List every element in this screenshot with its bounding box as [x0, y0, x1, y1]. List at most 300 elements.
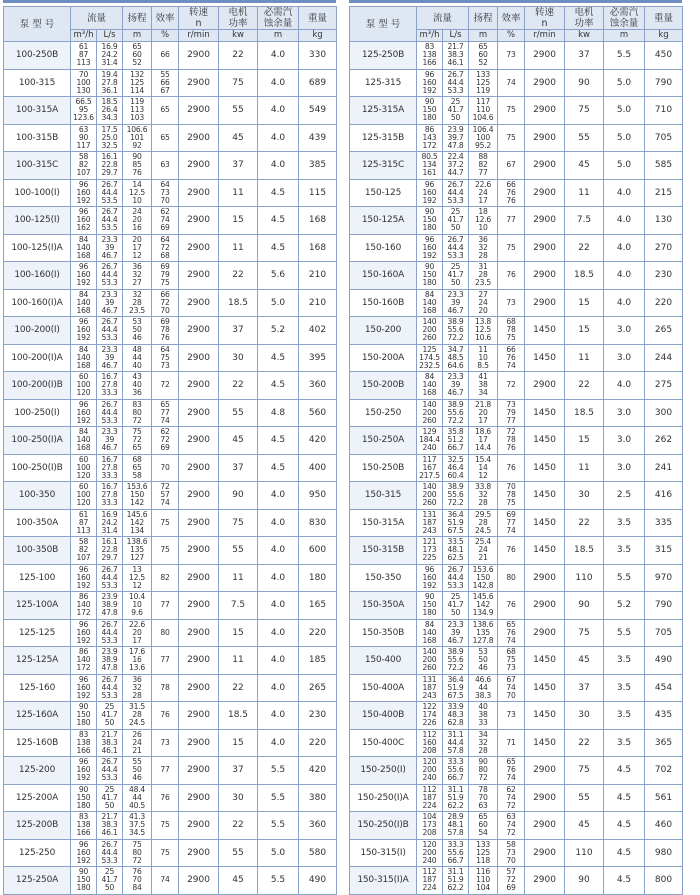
motor-power-value: 110	[565, 564, 604, 592]
flow-m3h-values: 86 140 172	[71, 647, 97, 675]
motor-power-value: 11	[565, 454, 604, 482]
motor-power-value: 30	[565, 482, 604, 510]
npsh-value: 4.5	[258, 234, 299, 262]
flow-m3h-values: 96 160 192	[417, 564, 443, 592]
efficiency-value: 73	[498, 702, 525, 730]
weight-value: 395	[299, 344, 337, 372]
motor-power-value: 30	[219, 784, 258, 812]
flow-ls-values: 16.7 27.8 33.3	[97, 454, 123, 482]
efficiency-value: 58 73 70	[498, 839, 525, 867]
unit-ls: L/s	[443, 30, 469, 42]
motor-power-value: 37	[219, 454, 258, 482]
table-row	[4, 867, 337, 895]
flow-ls-values: 33.3 55.6 66.7	[443, 757, 469, 785]
speed-value: 2900	[179, 592, 219, 620]
npsh-value: 4.0	[604, 262, 645, 290]
table-row	[4, 427, 337, 455]
table-row	[350, 482, 683, 510]
unit-speed: r/min	[525, 30, 565, 42]
flow-m3h-values: 66.5 95 123.6	[71, 97, 97, 125]
flow-m3h-values: 70 100 130	[71, 69, 97, 97]
weight-value: 710	[645, 97, 683, 125]
speed-value: 2900	[525, 564, 565, 592]
weight-value: 705	[645, 124, 683, 152]
speed-value: 1450	[525, 674, 565, 702]
unit-speed: r/min	[179, 30, 219, 42]
weight-value: 400	[299, 454, 337, 482]
motor-power-value: 30	[219, 344, 258, 372]
head-values: 83 80 72	[123, 399, 152, 427]
header-weight: 重量	[299, 7, 337, 30]
pump-model: 150-350B	[350, 619, 417, 647]
pump-model: 125-315A	[350, 97, 417, 125]
npsh-value: 5.2	[604, 592, 645, 620]
speed-value: 1450	[525, 344, 565, 372]
npsh-value: 3.5	[604, 729, 645, 757]
table-row	[4, 207, 337, 235]
head-values: 31.5 28 24.5	[123, 702, 152, 730]
speed-value: 2900	[179, 344, 219, 372]
weight-value: 300	[645, 399, 683, 427]
flow-m3h-values: 84 140 168	[71, 234, 97, 262]
flow-m3h-values: 84 140 168	[71, 289, 97, 317]
speed-value: 2900	[525, 262, 565, 290]
efficiency-value: 70 78 75	[498, 482, 525, 510]
table-body-left	[4, 42, 337, 895]
pump-model: 150-250	[350, 399, 417, 427]
motor-power-value: 15	[565, 289, 604, 317]
npsh-value: 3.0	[604, 399, 645, 427]
npsh-value: 4.5	[258, 179, 299, 207]
npsh-value: 4.5	[258, 207, 299, 235]
npsh-value: 5.5	[258, 784, 299, 812]
header-speed: 转速 n	[179, 7, 219, 30]
motor-power-value: 55	[219, 399, 258, 427]
pump-model: 150-350A	[350, 592, 417, 620]
pump-spec-table-left	[3, 6, 337, 895]
header-model: 泵 型 号	[4, 7, 71, 42]
head-values: 43 40 36	[123, 372, 152, 400]
table-row	[350, 812, 683, 840]
table-row	[4, 399, 337, 427]
table-row	[350, 179, 683, 207]
weight-value: 230	[645, 262, 683, 290]
speed-value: 2900	[525, 152, 565, 180]
unit-m3h: m³/h	[71, 30, 97, 42]
head-values: 10.4 10 9.6	[123, 592, 152, 620]
speed-value: 1450	[525, 317, 565, 345]
pump-model: 125-160A	[4, 702, 71, 730]
speed-value: 1450	[525, 482, 565, 510]
pump-model: 100-125(I)A	[4, 234, 71, 262]
npsh-value: 4.0	[258, 619, 299, 647]
pump-model: 150-160	[350, 234, 417, 262]
table-row	[4, 372, 337, 400]
pump-model: 125-315C	[350, 152, 417, 180]
efficiency-value: 77	[152, 647, 179, 675]
unit-ls: L/s	[97, 30, 123, 42]
flow-m3h-values: 122 174 226	[417, 702, 443, 730]
weight-value: 380	[299, 784, 337, 812]
npsh-value: 3.0	[604, 317, 645, 345]
efficiency-value: 69 77 74	[498, 509, 525, 537]
table-row	[4, 757, 337, 785]
header-npsh: 必需汽 蚀余量	[258, 7, 299, 30]
weight-value: 600	[299, 537, 337, 565]
npsh-value: 4.0	[258, 69, 299, 97]
efficiency-value: 57 72 69	[498, 867, 525, 895]
motor-power-value: 30	[565, 702, 604, 730]
npsh-value: 5.5	[258, 812, 299, 840]
npsh-value: 4.0	[258, 592, 299, 620]
head-values: 116 110 104	[469, 867, 498, 895]
head-values: 13.8 12.5 10.6	[469, 317, 498, 345]
npsh-value: 4.0	[258, 729, 299, 757]
pump-model: 100-250(I)A	[4, 427, 71, 455]
motor-power-value: 22	[219, 372, 258, 400]
flow-ls-values: 16.9 24.2 31.4	[97, 509, 123, 537]
unit-motor: kw	[565, 30, 604, 42]
pump-model: 150-315(I)	[350, 839, 417, 867]
npsh-value: 4.5	[604, 839, 645, 867]
header-eff: 效率	[498, 7, 525, 30]
head-values: 22.6 20 17	[123, 619, 152, 647]
motor-power-value: 75	[565, 619, 604, 647]
flow-ls-values: 23.9 39.7 47.8	[443, 124, 469, 152]
table-row	[350, 454, 683, 482]
efficiency-value: 66 76 76	[498, 179, 525, 207]
head-values: 132 125 114	[123, 69, 152, 97]
flow-ls-values: 25 41.7 50	[443, 592, 469, 620]
pump-model: 125-315	[350, 69, 417, 97]
flow-ls-values: 38.9 55.6 72.2	[443, 399, 469, 427]
flow-ls-values: 18.5 26.4 34.3	[97, 97, 123, 125]
motor-power-value: 37	[219, 152, 258, 180]
flow-m3h-values: 58 82 107	[71, 537, 97, 565]
table-row	[350, 317, 683, 345]
npsh-value: 5.5	[604, 619, 645, 647]
speed-value: 2900	[179, 69, 219, 97]
weight-value: 435	[645, 702, 683, 730]
flow-ls-values: 25 41.7 50	[443, 262, 469, 290]
table-row	[350, 839, 683, 867]
npsh-value: 4.0	[258, 564, 299, 592]
header-head: 扬程	[469, 7, 498, 30]
speed-value: 2900	[179, 564, 219, 592]
header-npsh: 必需汽 蚀余量	[604, 7, 645, 30]
flow-m3h-values: 125 174.5 232.5	[417, 344, 443, 372]
pump-model: 125-200A	[4, 784, 71, 812]
table-row	[4, 619, 337, 647]
head-values: 13 12.5 12	[123, 564, 152, 592]
header-flow: 流量	[71, 7, 123, 30]
flow-m3h-values: 90 150 180	[417, 97, 443, 125]
npsh-value: 5.0	[604, 97, 645, 125]
npsh-value: 4.0	[258, 702, 299, 730]
table-row	[4, 729, 337, 757]
weight-value: 365	[645, 729, 683, 757]
speed-value: 2900	[179, 537, 219, 565]
efficiency-value: 62 74 72	[498, 784, 525, 812]
pump-model: 125-100A	[4, 592, 71, 620]
motor-power-value: 22	[565, 509, 604, 537]
flow-m3h-values: 131 187 243	[417, 509, 443, 537]
motor-power-value: 11	[565, 179, 604, 207]
flow-ls-values: 21.7 38.3 46.1	[97, 812, 123, 840]
motor-power-value: 15	[219, 207, 258, 235]
speed-value: 2900	[179, 839, 219, 867]
efficiency-value: 75	[498, 124, 525, 152]
head-values: 75 80 72	[123, 839, 152, 867]
npsh-value: 4.5	[258, 427, 299, 455]
efficiency-value: 72	[152, 372, 179, 400]
weight-value: 220	[299, 729, 337, 757]
head-values: 27 24 20	[469, 289, 498, 317]
table-row	[4, 97, 337, 125]
flow-m3h-values: 84 140 168	[71, 427, 97, 455]
flow-m3h-values: 90 150 180	[417, 207, 443, 235]
weight-value: 335	[645, 509, 683, 537]
motor-power-value: 45	[219, 867, 258, 895]
flow-m3h-values: 104 173 208	[417, 812, 443, 840]
pump-model: 100-200(I)B	[4, 372, 71, 400]
table-row	[4, 482, 337, 510]
pump-model: 125-250A	[4, 867, 71, 895]
speed-value: 2900	[525, 784, 565, 812]
pump-model: 150-250(I)A	[350, 784, 417, 812]
speed-value: 2900	[179, 619, 219, 647]
flow-m3h-values: 96 160 192	[417, 69, 443, 97]
speed-value: 2900	[179, 289, 219, 317]
efficiency-value: 64 73 70	[152, 179, 179, 207]
table-row	[4, 702, 337, 730]
efficiency-value: 78	[152, 674, 179, 702]
flow-m3h-values: 112 187 224	[417, 784, 443, 812]
table-row	[4, 839, 337, 867]
flow-m3h-values: 120 200 240	[417, 839, 443, 867]
weight-value: 439	[299, 124, 337, 152]
flow-ls-values: 33.3 55.6 66.7	[443, 839, 469, 867]
head-values: 90 85 76	[123, 152, 152, 180]
head-values: 34 32 28	[469, 729, 498, 757]
table-row	[4, 784, 337, 812]
flow-m3h-values: 117 167 217.5	[417, 454, 443, 482]
table-row	[350, 509, 683, 537]
weight-value: 561	[645, 784, 683, 812]
speed-value: 2900	[179, 702, 219, 730]
efficiency-value: 68 75 73	[498, 647, 525, 675]
table-row	[350, 289, 683, 317]
table-row	[4, 317, 337, 345]
table-row	[350, 207, 683, 235]
weight-value: 420	[299, 427, 337, 455]
efficiency-value: 75	[152, 839, 179, 867]
flow-ls-values: 23.9 38.9 47.8	[97, 592, 123, 620]
flow-ls-values: 25 41.7 50	[97, 702, 123, 730]
head-values: 106.4 100 95.2	[469, 124, 498, 152]
motor-power-value: 55	[565, 124, 604, 152]
head-values: 138.6 135 127	[123, 537, 152, 565]
flow-m3h-values: 96 160 162	[71, 207, 97, 235]
weight-value: 315	[645, 537, 683, 565]
table-row	[4, 344, 337, 372]
speed-value: 2900	[525, 867, 565, 895]
npsh-value: 4.0	[604, 207, 645, 235]
efficiency-value: 76	[498, 592, 525, 620]
efficiency-value: 65 76 74	[498, 619, 525, 647]
flow-ls-values: 26.7 44.4 53.3	[97, 564, 123, 592]
header-speed: 转速 n	[525, 7, 565, 30]
speed-value: 2900	[525, 839, 565, 867]
npsh-value: 5.0	[258, 289, 299, 317]
head-values: 21.8 20 17	[469, 399, 498, 427]
efficiency-value: 76	[498, 454, 525, 482]
table-row	[350, 537, 683, 565]
motor-power-value: 22	[565, 234, 604, 262]
weight-value: 241	[645, 454, 683, 482]
flow-ls-values: 35.8 51.2 66.7	[443, 427, 469, 455]
head-values: 36 32 28	[123, 674, 152, 702]
flow-ls-values: 19.4 27.8 36.1	[97, 69, 123, 97]
npsh-value: 4.8	[258, 399, 299, 427]
flow-m3h-values: 84 140 168	[417, 289, 443, 317]
table-row	[350, 152, 683, 180]
flow-ls-values: 16.7 27.8 33.3	[97, 482, 123, 510]
flow-m3h-values: 61 87 113	[71, 42, 97, 70]
efficiency-value: 64 72 68	[152, 234, 179, 262]
motor-power-value: 18.5	[565, 262, 604, 290]
efficiency-value: 55 66 67	[152, 69, 179, 97]
head-values: 17.6 16 13.6	[123, 647, 152, 675]
flow-ls-values: 26.7 44.4 53.3	[97, 317, 123, 345]
speed-value: 2900	[179, 674, 219, 702]
efficiency-value: 76	[152, 702, 179, 730]
table-row	[4, 179, 337, 207]
efficiency-value: 67	[498, 152, 525, 180]
efficiency-value: 63 74 72	[498, 812, 525, 840]
flow-ls-values: 36.4 51.9 67.5	[443, 509, 469, 537]
pump-model: 100-200(I)	[4, 317, 71, 345]
table-row	[4, 592, 337, 620]
flow-m3h-values: 90 150 180	[417, 592, 443, 620]
head-values: 90 80 72	[469, 757, 498, 785]
motor-power-value: 22	[219, 262, 258, 290]
flow-ls-values: 38.9 55.6 72.2	[443, 317, 469, 345]
weight-value: 705	[645, 619, 683, 647]
head-values: 48 44 40	[123, 344, 152, 372]
flow-m3h-values: 84 140 168	[417, 372, 443, 400]
speed-value: 2900	[179, 317, 219, 345]
header-eff: 效率	[152, 7, 179, 30]
pump-model: 125-315B	[350, 124, 417, 152]
pump-model: 150-400B	[350, 702, 417, 730]
motor-power-value: 15	[565, 317, 604, 345]
efficiency-value: 76	[152, 784, 179, 812]
motor-power-value: 15	[565, 427, 604, 455]
table-row	[350, 399, 683, 427]
speed-value: 2900	[179, 124, 219, 152]
flow-m3h-values: 129 184.4 240	[417, 427, 443, 455]
flow-m3h-values: 80.5 134 161	[417, 152, 443, 180]
weight-value: 950	[299, 482, 337, 510]
weight-value: 416	[645, 482, 683, 510]
efficiency-value: 72	[498, 372, 525, 400]
flow-ls-values: 36.4 51.9 67.5	[443, 674, 469, 702]
head-values: 88 82 77	[469, 152, 498, 180]
table-row	[350, 124, 683, 152]
table-row	[350, 344, 683, 372]
efficiency-value: 74	[152, 867, 179, 895]
npsh-value: 4.0	[258, 647, 299, 675]
pump-model: 150-125A	[350, 207, 417, 235]
flow-m3h-values: 96 160 192	[417, 179, 443, 207]
weight-value: 215	[645, 179, 683, 207]
npsh-value: 4.0	[604, 289, 645, 317]
efficiency-value: 80	[498, 564, 525, 592]
flow-ls-values: 22.4 37.2 44.7	[443, 152, 469, 180]
motor-power-value: 90	[219, 482, 258, 510]
speed-value: 2900	[179, 509, 219, 537]
pump-model: 125-250	[4, 839, 71, 867]
table-row	[4, 124, 337, 152]
flow-m3h-values: 61 87 113	[71, 509, 97, 537]
table-row	[4, 812, 337, 840]
flow-ls-values: 25 41.7 50	[443, 97, 469, 125]
efficiency-value: 68 78 75	[498, 317, 525, 345]
table-row	[4, 564, 337, 592]
speed-value: 1450	[525, 729, 565, 757]
pump-model: 150-200B	[350, 372, 417, 400]
efficiency-value: 73 79 77	[498, 399, 525, 427]
weight-value: 490	[645, 647, 683, 675]
pump-model: 100-350	[4, 482, 71, 510]
speed-value: 2900	[525, 97, 565, 125]
unit-npsh: m	[258, 30, 299, 42]
table-row	[350, 674, 683, 702]
table-row	[4, 674, 337, 702]
speed-value: 2900	[525, 207, 565, 235]
pump-model: 150-315(I)A	[350, 867, 417, 895]
npsh-value: 3.0	[604, 454, 645, 482]
flow-ls-values: 25 41.7 50	[97, 784, 123, 812]
flow-ls-values: 26.7 44.4 53.5	[97, 179, 123, 207]
header-weight: 重量	[645, 7, 683, 30]
head-values: 133 125 119	[469, 69, 498, 97]
flow-ls-values: 26.7 44.4 53.3	[443, 179, 469, 207]
pump-model: 100-350B	[4, 537, 71, 565]
flow-ls-values: 23.9 38.9 47.8	[97, 647, 123, 675]
motor-power-value: 11	[219, 234, 258, 262]
table-row	[350, 97, 683, 125]
pump-model: 100-315C	[4, 152, 71, 180]
flow-ls-values: 23.3 39 46.7	[97, 234, 123, 262]
pump-model: 125-125A	[4, 647, 71, 675]
header-head: 扬程	[123, 7, 152, 30]
weight-value: 360	[299, 812, 337, 840]
npsh-value: 3.0	[604, 427, 645, 455]
flow-ls-values: 26.7 44.4 53.3	[97, 757, 123, 785]
weight-value: 244	[645, 344, 683, 372]
flow-m3h-values: 120 200 240	[417, 757, 443, 785]
speed-value: 2900	[179, 234, 219, 262]
motor-power-value: 22	[219, 42, 258, 70]
npsh-value: 5.5	[604, 42, 645, 70]
flow-ls-values: 23.3 39 46.7	[443, 289, 469, 317]
flow-ls-values: 25 41.7 50	[443, 207, 469, 235]
motor-power-value: 55	[565, 784, 604, 812]
unit-head: m	[123, 30, 152, 42]
motor-power-value: 75	[565, 97, 604, 125]
